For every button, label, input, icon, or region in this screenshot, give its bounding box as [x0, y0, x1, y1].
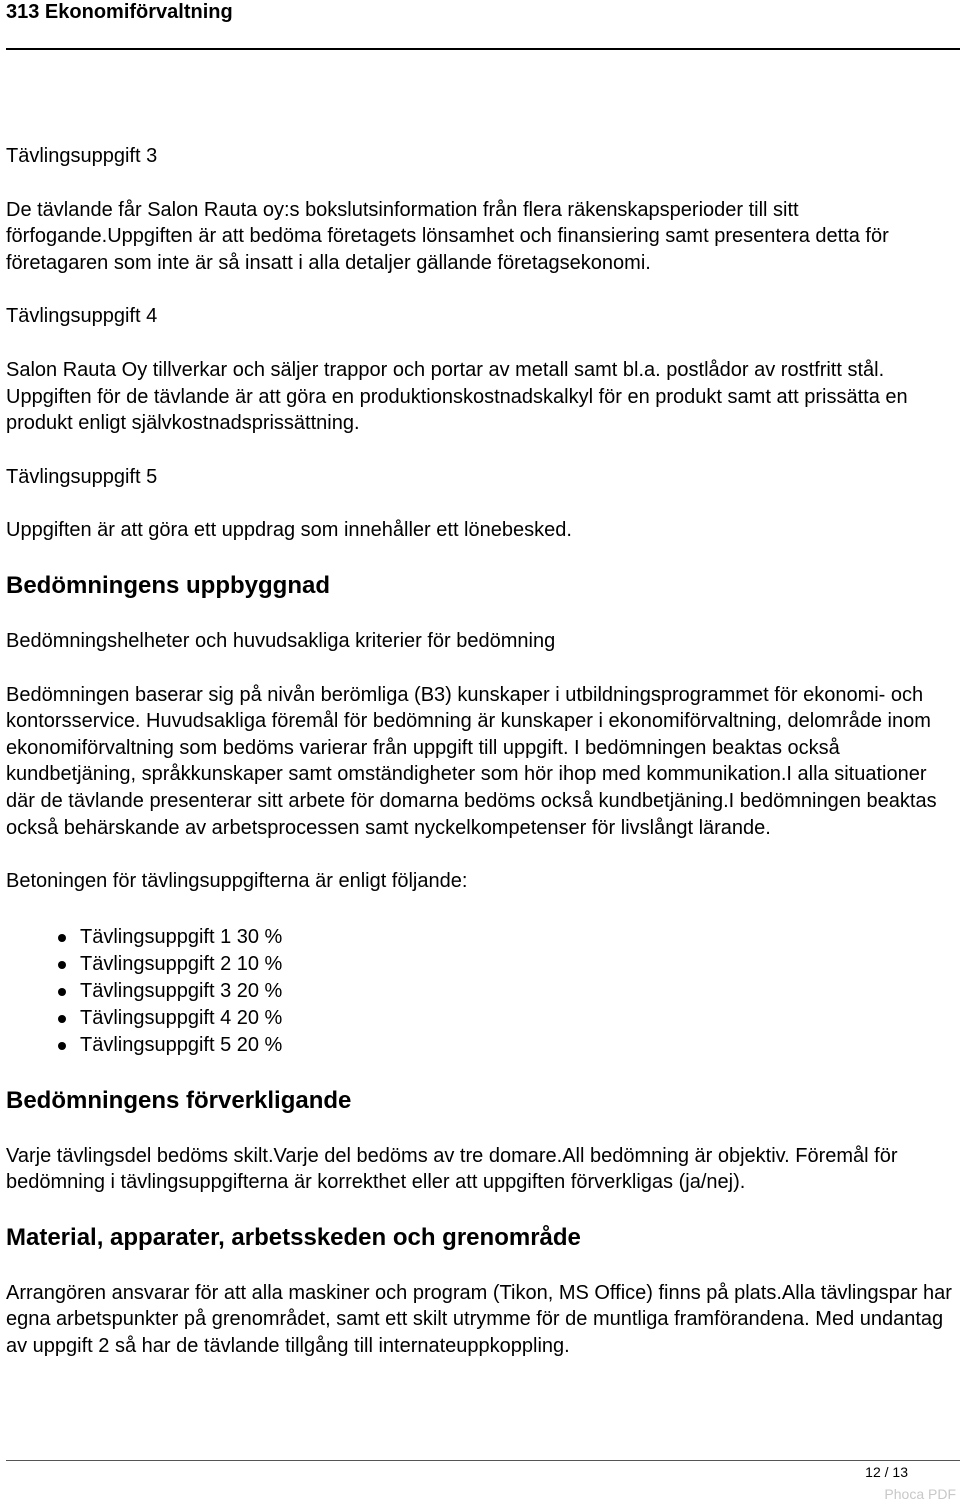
task5-heading: Tävlingsuppgift 5 [6, 465, 158, 488]
page-title: 313 Ekonomiförvaltning [6, 1, 233, 23]
list-item: Tävlingsuppgift 4 20 % [80, 1005, 956, 1032]
footer-brand-link[interactable]: Phoca PDF [884, 1486, 956, 1502]
section-heading-assessment-implementation: Bedömningens förverkligande [6, 1086, 352, 1114]
assessment-paragraph: Bedömningen baserar sig på nivån berömliga (B3) kunskaper i utbildningsprogrammet för ekonomi- och kontorsservice. Huvudsakliga föremål för bedömning är kunskaper i ekonomiförvaltning, delområde inom ekonomiförvaltning som bedöms varierar från uppgift till uppgift. I bedömningen beaktas också kundbetjäning, språkkunskaper samt omständigheter som hör ihop med kommunikation.I alla situationer där de tävlande presenterar sitt arbete för domarna bedöms också kundbetjäning.I bedömningen beaktas också behärskande av arbetsprocessen samt nyckelkompetenser för livslångt lärande. [6, 683, 937, 839]
materials-paragraph: Arrangören ansvarar för att alla maskiner och program (Tikon, MS Office) finns på plats.Alla tävlingspar har egna arbetspunkter på grenområdet, samt ett skilt utrymme för de muntliga framförandena. Med undantag av uppgift 2 så har de tävlande tillgång till internateuppkoppling. [6, 1281, 952, 1358]
section-heading-materials: Material, apparater, arbetsskeden och grenområde [6, 1223, 581, 1251]
list-item: Tävlingsuppgift 3 20 % [80, 978, 956, 1005]
assessment-subheading: Bedömningshelheter och huvudsakliga kriterier för bedömning [6, 629, 556, 652]
page-number: 12 / 13 [865, 1464, 908, 1480]
task5-paragraph: Uppgiften är att göra ett uppdrag som innehåller ett lönebesked. [6, 519, 572, 542]
task4-paragraph: Salon Rauta Oy tillverkar och säljer trappor och portar av metall samt bl.a. postlådor av rostfritt stål. Uppgiften för de tävlande är att göra en produktionskostnadskalkyl för en produkt samt att prissätta en produkt enligt självkostnadsprissättning. [6, 358, 908, 435]
task4-heading: Tävlingsuppgift 4 [6, 305, 158, 328]
header-divider [6, 48, 960, 50]
task3-heading: Tävlingsuppgift 3 [6, 145, 158, 167]
footer-divider [6, 1460, 960, 1461]
list-item: Tävlingsuppgift 5 20 % [80, 1032, 956, 1059]
weighting-intro: Betoningen för tävlingsuppgifterna är enligt följande: [6, 870, 468, 893]
document-body [6, 143, 956, 1360]
task3-paragraph: De tävlande får Salon Rauta oy:s bokslutsinformation från flera räkenskapsperioder till sitt förfogande.Uppgiften är att bedöma företagets lönsamhet och finansiering samt presentera detta för företagaren som inte är så insatt i alla detaljer gällande företagsekonomi. [6, 198, 889, 274]
list-item: Tävlingsuppgift 1 30 % [80, 924, 956, 951]
implementation-paragraph: Varje tävlingsdel bedöms skilt.Varje del bedöms av tre domare.All bedömning är objektiv. Föremål för bedömning i tävlingsuppgifterna är korrekthet eller att uppgiften förverkligas (ja/nej). [6, 1144, 898, 1194]
section-heading-assessment-structure: Bedömningens uppbyggnad [6, 571, 330, 599]
list-item: Tävlingsuppgift 2 10 % [80, 951, 956, 978]
weighting-list [6, 924, 956, 1059]
